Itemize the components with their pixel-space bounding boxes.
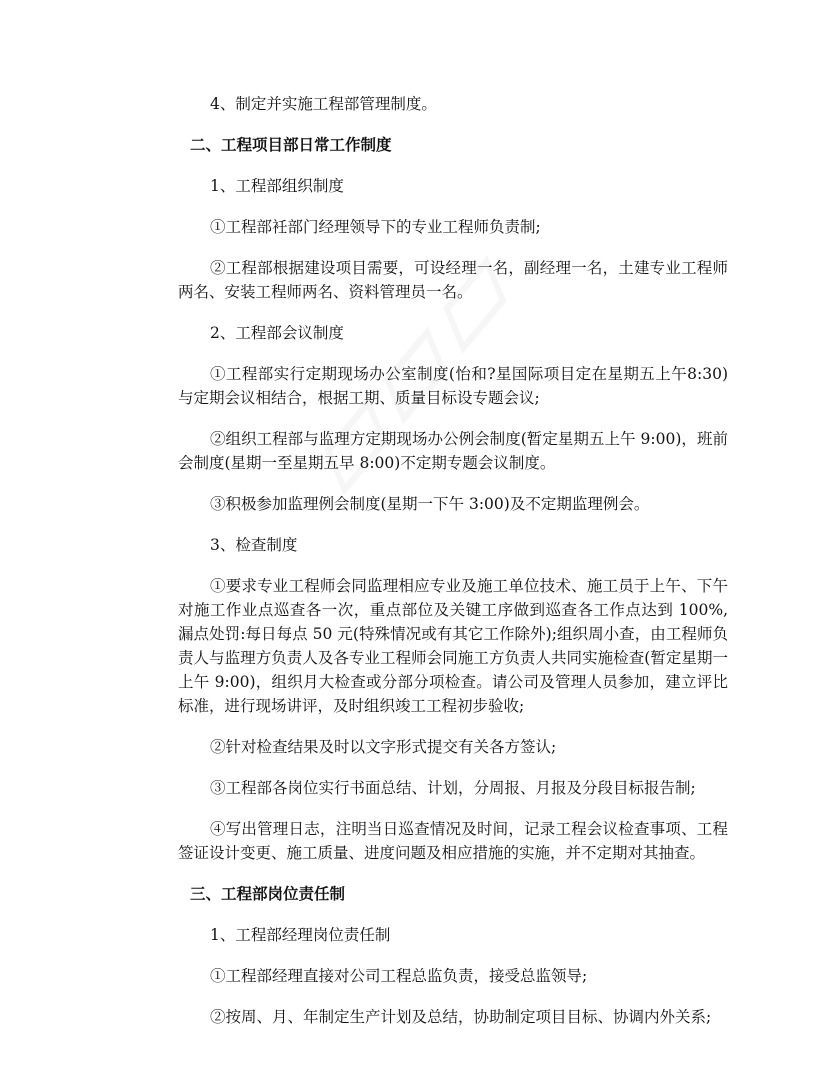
paragraph: ①要求专业工程师会同监理相应专业及施工单位技术、施工员于上午、下午对施工作业点巡查各一次，重点部位及关键工序做到巡查各工作点达到 100%,漏点处罚:每日每点 50 元(特殊情况或有其它工作除外);组织周小查，由工程师负责人与监理方负责人及各专业工程师会同施工方负责人共同实施检查(暂定星期一上午 9:00)，组织月大检查或分部分项检查。请公司及管理人员参加，建立评比标准，进行现场讲评，及时组织竣工工程初步验收; — [178, 577, 728, 715]
paragraph: 1、工程部组织制度 — [210, 177, 344, 195]
paragraph: ①工程部衽部门经理领导下的专业工程师负责制; — [210, 218, 541, 236]
section-heading: 二、工程项目部日常工作制度 — [190, 135, 392, 154]
document-body — [178, 92, 728, 1046]
paragraph: ③工程部各岗位实行书面总结、计划，分周报、月报及分段目标报告制; — [210, 779, 696, 797]
section-heading: 三、工程部岗位责任制 — [190, 884, 346, 903]
paragraph: 2、工程部会议制度 — [210, 324, 344, 342]
paragraph: ①工程部经理直接对公司工程总监负责，接受总监领导; — [210, 967, 588, 985]
paragraph: ④写出管理日志，注明当日巡查情况及时间，记录工程会议检查事项、工程签证设计变更、施工质量、进度问题及相应措施的实施，并不定期对其抽查。 — [178, 820, 728, 862]
paragraph: ②按周、月、年制定生产计划及总结，协助制定项目目标、协调内外关系; — [210, 1008, 712, 1026]
paragraph: ③积极参加监理例会制度(星期一下午 3:00)及不定期监理例会。 — [210, 495, 650, 513]
paragraph: 1、工程部经理岗位责任制 — [210, 926, 391, 944]
paragraph: 3、检查制度 — [210, 536, 298, 554]
paragraph: ②组织工程部与监理方定期现场办公例会制度(暂定星期五上午 9:00)，班前会制度(星期一至星期五早 8:00)不定期专题会议制度。 — [178, 430, 728, 472]
paragraph: ①工程部实行定期现场办公室制度(怡和?星国际项目定在星期五上午8:30)与定期会议相结合，根据工期、质量目标设专题会议; — [178, 365, 728, 407]
paragraph: 4、制定并实施工程部管理制度。 — [210, 95, 437, 113]
paragraph: ②工程部根据建设项目需要，可设经理一名，副经理一名，土建专业工程师两名、安装工程师两名、资料管理员一名。 — [178, 259, 728, 301]
paragraph: ②针对检查结果及时以文字形式提交有关各方签认; — [210, 738, 557, 756]
